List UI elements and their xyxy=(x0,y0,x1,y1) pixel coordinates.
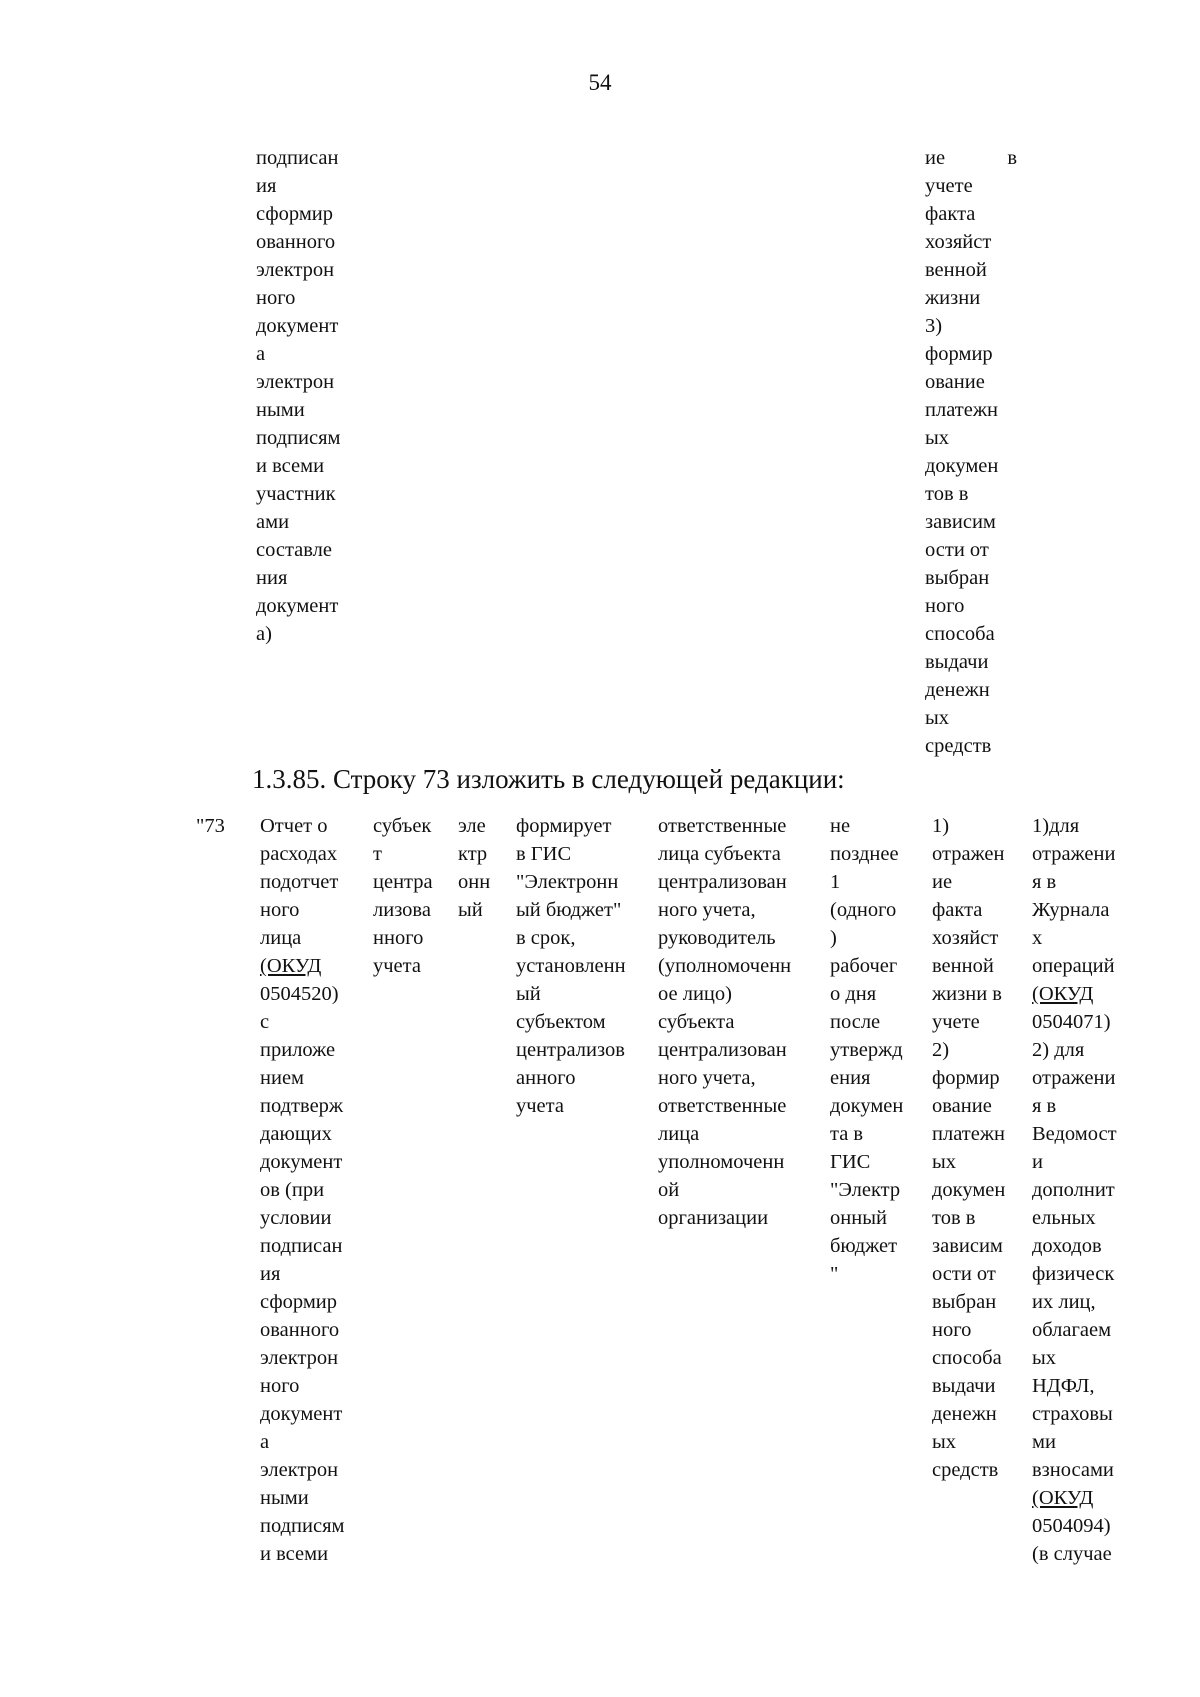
text-line: учета xyxy=(373,955,421,977)
text-line: ых xyxy=(1032,1347,1057,1369)
row-col-responsible xyxy=(658,812,791,1232)
text-line: ых xyxy=(925,427,950,449)
text-line: ый бюджет" xyxy=(516,899,622,921)
row-col-journal xyxy=(1032,812,1117,1568)
text-line: электрон xyxy=(256,259,335,281)
text-line: "Электронн xyxy=(516,871,619,893)
text-line: субъектом xyxy=(516,1011,606,1033)
page-number: 54 xyxy=(588,70,612,95)
text-line: ованного xyxy=(256,231,336,253)
text-line: централизован xyxy=(658,1039,787,1061)
text-line: Отчет о xyxy=(260,815,328,837)
text-line: венной xyxy=(932,955,994,977)
text-line: и всеми xyxy=(260,1543,329,1565)
text-line: ния xyxy=(256,567,288,589)
text-line: ый xyxy=(516,983,541,1005)
text-line: центра xyxy=(373,871,433,893)
text-line: приложе xyxy=(260,1039,336,1061)
text-line: отражени xyxy=(1032,1067,1116,1089)
text-line: электрон xyxy=(260,1347,339,1369)
text-line: способа xyxy=(932,1347,1002,1369)
text-line: ения xyxy=(830,1067,871,1089)
text-line: ГИС xyxy=(830,1151,871,1173)
text-line: ия xyxy=(256,175,277,197)
text-line: формир xyxy=(932,1067,1000,1089)
text-line: нного xyxy=(373,927,424,949)
text-line: сформир xyxy=(260,1291,338,1313)
text-line: и всеми xyxy=(256,455,325,477)
text-line: ными xyxy=(260,1487,309,1509)
text-line: взносами xyxy=(1032,1459,1114,1481)
text-line: ) xyxy=(830,927,837,949)
text-line: ного xyxy=(260,899,300,921)
text-line: а xyxy=(256,343,266,365)
text-line: доходов xyxy=(1032,1235,1102,1257)
text-line: Ведомост xyxy=(1032,1123,1117,1145)
text-line: выдачи xyxy=(932,1375,996,1397)
text-line: Журнала xyxy=(1032,899,1110,921)
text-line: выдачи xyxy=(925,651,989,673)
document-name-lines xyxy=(260,812,345,952)
text-line: лица xyxy=(260,927,302,949)
document-name-okud: (ОКУД xyxy=(260,955,322,977)
text-line: ответственные xyxy=(658,1095,787,1117)
text-line: ых xyxy=(932,1151,957,1173)
row-col-procedure xyxy=(516,812,626,1120)
top-fragment-result-column xyxy=(925,144,1017,760)
row-col-subject xyxy=(373,812,433,980)
text-line: ование xyxy=(932,1095,992,1117)
text-line: ия xyxy=(260,1263,281,1285)
text-line: х xyxy=(1032,927,1043,949)
text-line: денежн xyxy=(925,679,990,701)
top-fragment-result-lines xyxy=(925,172,1017,760)
text-line: учета xyxy=(516,1095,564,1117)
text-line: не xyxy=(830,815,851,837)
text-line: 2) xyxy=(932,1039,950,1061)
text-line: ного учета, xyxy=(658,899,756,921)
text-line: ое лицо) xyxy=(658,983,732,1005)
text-line: ых xyxy=(925,707,950,729)
text-line: ости от xyxy=(932,1263,996,1285)
text-line: документ xyxy=(260,1151,343,1173)
text-line: подписан xyxy=(256,147,339,169)
text-line: платежн xyxy=(932,1123,1005,1145)
text-line: формирует xyxy=(516,815,612,837)
text-line: ного xyxy=(932,1319,972,1341)
text-line: после xyxy=(830,1011,881,1033)
text-line: тов в xyxy=(932,1207,976,1229)
text-line: ости от xyxy=(925,539,989,561)
text-line: утвержд xyxy=(830,1039,903,1061)
text-line: ов (при xyxy=(260,1179,325,1201)
text-line: учете xyxy=(925,175,973,197)
text-line: ых xyxy=(932,1431,957,1453)
text-line: субъек xyxy=(373,815,432,837)
text-line: отражени xyxy=(1032,843,1116,865)
text-line: средств xyxy=(925,735,992,757)
text-line: организации xyxy=(658,1207,769,1229)
text-line: отражен xyxy=(932,843,1005,865)
text-line: "Электр xyxy=(830,1179,901,1201)
text-line: анного xyxy=(516,1067,576,1089)
journal-okud-1: (ОКУД xyxy=(1032,983,1094,1005)
text-line: я в xyxy=(1032,1095,1057,1117)
text-line: руководитель xyxy=(658,927,776,949)
row-col-form xyxy=(458,812,490,924)
text-line: ельных xyxy=(1032,1207,1096,1229)
text-line: и xyxy=(1032,1151,1043,1173)
text-line: ответственные xyxy=(658,815,787,837)
text-line: платежн xyxy=(925,399,998,421)
text-line: их лиц, xyxy=(1032,1291,1096,1313)
text-line: средств xyxy=(932,1459,999,1481)
text-line: централизован xyxy=(658,871,787,893)
text-line: хозяйст xyxy=(925,231,992,253)
text-line: докумен xyxy=(925,455,999,477)
text-line: ованного xyxy=(260,1319,340,1341)
text-line: документ xyxy=(256,595,339,617)
text-line: " xyxy=(830,1263,839,1285)
text-line: операций xyxy=(1032,955,1115,977)
text-line: о дня xyxy=(830,983,877,1005)
text-line: т xyxy=(373,843,382,865)
text-line: рабочег xyxy=(830,955,898,977)
text-line: (в случае xyxy=(1032,1543,1112,1565)
text-line: ктр xyxy=(458,843,488,865)
text-line: централизов xyxy=(516,1039,625,1061)
text-line: в срок, xyxy=(516,927,576,949)
text-line: 2) для xyxy=(1032,1039,1085,1061)
top-fragment-result-first-line xyxy=(925,144,1017,172)
text-line: подотчет xyxy=(260,871,339,893)
text-line: подписям xyxy=(260,1515,345,1537)
text-line: ие xyxy=(932,871,953,893)
text-line: учете xyxy=(932,1011,980,1033)
text-line: ой xyxy=(658,1179,680,1201)
text-line: ного xyxy=(925,595,965,617)
text-line: ного учета, xyxy=(658,1067,756,1089)
text-line: подписан xyxy=(260,1235,343,1257)
text-line: факта xyxy=(925,203,976,225)
text-line: онный xyxy=(830,1207,887,1229)
top-fragment-document-column xyxy=(256,144,341,648)
text-line: 1)для xyxy=(1032,815,1080,837)
text-line: денежн xyxy=(932,1403,997,1425)
text-line: 1 xyxy=(830,871,841,893)
text-line: установленн xyxy=(516,955,626,977)
journal-lines-continued xyxy=(1032,1008,1117,1484)
text-line: докумен xyxy=(830,1095,904,1117)
text-line: а xyxy=(260,1431,270,1453)
text-line: (уполномоченн xyxy=(658,955,792,977)
top-fragment-result-first-right: в xyxy=(1007,147,1017,169)
text-line: участник xyxy=(256,483,336,505)
text-line: сформир xyxy=(256,203,334,225)
text-line: ными xyxy=(256,399,305,421)
row-col-document-name xyxy=(260,812,345,1568)
text-line: облагаем xyxy=(1032,1319,1112,1341)
text-line: ование xyxy=(925,371,985,393)
text-line: я в xyxy=(1032,871,1057,893)
text-line: условии xyxy=(260,1207,332,1229)
text-line: зависим xyxy=(932,1235,1003,1257)
text-line: тов в xyxy=(925,483,969,505)
text-line: физическ xyxy=(1032,1263,1115,1285)
text-line: ного xyxy=(256,287,296,309)
text-line: нием xyxy=(260,1067,305,1089)
journal-lines xyxy=(1032,812,1117,980)
text-line: субъекта xyxy=(658,1011,735,1033)
text-line: выбран xyxy=(932,1291,997,1313)
text-line: онн xyxy=(458,871,491,893)
text-line: страховы xyxy=(1032,1403,1113,1425)
document-name-lines-continued xyxy=(260,980,345,1568)
text-line: 0504071) xyxy=(1032,1011,1111,1033)
text-line: (одного xyxy=(830,899,897,921)
text-line: формир xyxy=(925,343,993,365)
text-line: факта xyxy=(932,899,983,921)
text-line: документ xyxy=(256,315,339,337)
row-number: "73 xyxy=(196,815,225,837)
text-line: составле xyxy=(256,539,333,561)
top-fragment-result-first-left: ие xyxy=(925,147,946,169)
journal-okud-2: (ОКУД xyxy=(1032,1487,1094,1509)
text-line: 0504094) xyxy=(1032,1515,1111,1537)
text-line: бюджет xyxy=(830,1235,898,1257)
row-col-deadline xyxy=(830,812,903,1288)
text-line: а) xyxy=(256,623,272,645)
text-line: лизова xyxy=(373,899,431,921)
text-line: венной xyxy=(925,259,987,281)
text-line: 0504520) xyxy=(260,983,339,1005)
text-line: ми xyxy=(1032,1431,1056,1453)
text-line: ного xyxy=(260,1375,300,1397)
text-line: эле xyxy=(458,815,486,837)
text-line: дающих xyxy=(260,1123,332,1145)
row-col-result xyxy=(932,812,1005,1484)
text-line: ый xyxy=(458,899,483,921)
text-line: жизни в xyxy=(932,983,1002,1005)
text-line: в ГИС xyxy=(516,843,572,865)
text-line: 1) xyxy=(932,815,950,837)
text-line: подписям xyxy=(256,427,341,449)
text-line: дополнит xyxy=(1032,1179,1115,1201)
text-line: уполномоченн xyxy=(658,1151,785,1173)
text-line: подтверж xyxy=(260,1095,344,1117)
text-line: докумен xyxy=(932,1179,1006,1201)
text-line: расходах xyxy=(260,843,338,865)
text-line: 3) xyxy=(925,315,943,337)
text-line: ами xyxy=(256,511,290,533)
journal-lines-end xyxy=(1032,1512,1117,1568)
text-line: лица xyxy=(658,1123,700,1145)
text-line: хозяйст xyxy=(932,927,999,949)
text-line: лица субъекта xyxy=(658,843,781,865)
text-line: зависим xyxy=(925,511,996,533)
text-line: с xyxy=(260,1011,270,1033)
text-line: НДФЛ, xyxy=(1032,1375,1095,1397)
text-line: та в xyxy=(830,1123,864,1145)
text-line: способа xyxy=(925,623,995,645)
text-line: позднее xyxy=(830,843,899,865)
text-line: выбран xyxy=(925,567,990,589)
text-line: электрон xyxy=(260,1459,339,1481)
text-line: жизни xyxy=(925,287,981,309)
text-line: электрон xyxy=(256,371,335,393)
amendment-heading: 1.3.85. Строку 73 изложить в следующей редакции: xyxy=(252,764,845,794)
text-line: документ xyxy=(260,1403,343,1425)
